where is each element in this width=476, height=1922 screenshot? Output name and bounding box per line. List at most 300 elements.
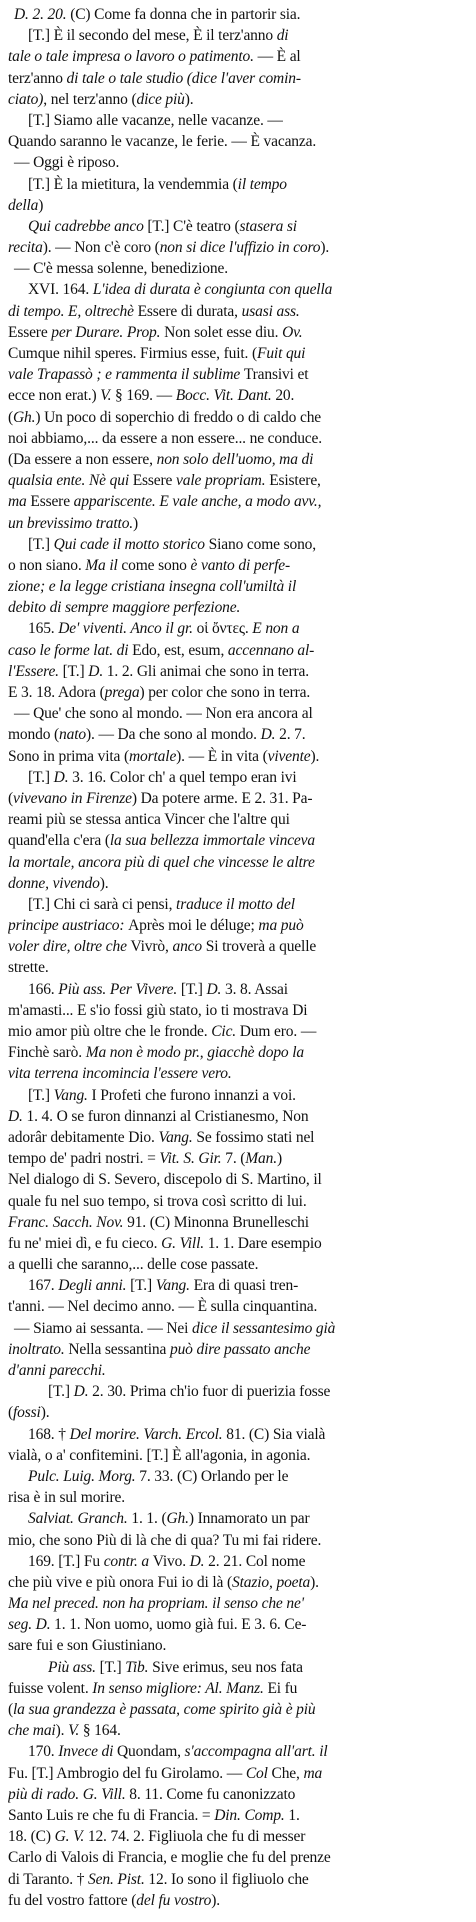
text-line [8,915,472,936]
text-line [8,873,472,894]
text-line [8,491,472,512]
text-run: 2. 30. Prima ch'io fuor di puerizia fosse [92,1383,331,1401]
text-run: stasera si [239,217,297,235]
text-run: ecce non erat.) [8,387,101,405]
text-line [8,513,472,534]
text-line [8,1635,472,1656]
text-run: G. Vill. [161,1234,208,1252]
text-run: ). — Da che sono al mondo. [86,726,261,744]
text-run: la sua grandezza è passata, come spirito già è più [13,1701,316,1718]
text-run: Vivrò, [130,938,173,956]
text-run: Quando saranno le vacanze, le ferie. — È vacanza. [8,133,317,151]
text-run: anco [172,938,206,956]
text-line [8,1424,472,1445]
text-line [8,131,472,152]
text-run: Pulc. Luig. Morg. [28,1467,140,1485]
text-line [8,25,472,46]
text-line [8,1063,472,1084]
text-run: ). [40,1404,50,1422]
text-run: Del morire. Varch. Ercol. [69,1425,227,1443]
text-line [8,174,472,195]
text-run: di Taranto. † [8,1870,89,1888]
text-run: mondo ( [8,726,60,744]
text-run: Si troverà a quelle [205,938,317,956]
text-line [8,449,472,470]
text-run: 3. 8. Assai [224,980,288,998]
text-run: 7. 33. (C) Orlando per le [139,1467,289,1485]
text-run: Siano come sono, [208,535,317,553]
text-line [8,301,472,322]
text-run: Essere [30,493,74,511]
text-run: 168. † [28,1425,70,1443]
text-run: inoltrato. [8,1340,69,1358]
text-run: E non a [252,620,300,638]
text-run: è vanto di perfe- [190,556,290,574]
text-line [8,152,472,173]
text-line [8,1275,472,1296]
text-run: Man. [245,1150,277,1168]
text-run: ( [8,1701,14,1718]
text-run: il tempo [237,175,287,193]
text-line [8,1699,472,1720]
text-line [8,1551,472,1572]
text-run: 169. [T.] Fu [28,1552,104,1570]
text-run: G. V. [54,1828,88,1846]
text-run: accennano al- [227,641,315,659]
text-run: del fu vostro [136,1891,212,1909]
text-run: [T.] [48,1383,74,1401]
text-run: seg. D. [8,1616,55,1634]
text-run: Gh. [13,408,36,426]
text-line [8,1487,472,1508]
text-line [8,1402,472,1423]
text-run: Più ass. [48,1658,100,1676]
text-line [8,576,472,597]
text-run: m'amasti... E s'io fossi giù stato, io ti mostrava Di [8,1001,308,1019]
text-run: Qui cade il motto storico [53,535,209,553]
text-run: 12. 74. 2. Figliuola che fu di messer [87,1828,306,1846]
text-run: dice più [136,90,185,108]
text-run: sare fui e son Giustiniano. [8,1637,167,1655]
text-run: ) Un poco di soperchio di freddo o di caldo che [35,408,322,426]
text-run: ma [8,493,31,511]
text-line [8,364,472,385]
text-run: [T.] [180,980,207,998]
text-run: — Que' che sono al mondo. — Non era ancora al [14,705,313,723]
text-run: Stazio, poeta [232,1573,311,1591]
text-line [8,237,472,258]
text-line [8,1741,472,1762]
text-run: Più ass. Per Vivere. [58,980,181,998]
text-run: ) Innamorato un par [188,1510,310,1528]
text-line [8,1530,472,1551]
text-line [8,1085,472,1106]
text-line [8,1169,472,1190]
text-run: ) per color che sono in terra. [139,684,311,701]
text-run: mio amor più oltre che le fronde. [8,1023,212,1040]
text-run: D. [206,980,225,998]
text-run: usasi ass. [241,302,300,320]
text-line [8,1890,472,1911]
text-run: l'Essere. [8,662,63,680]
text-run: caso le forme lat. di [8,641,133,659]
text-line [8,1233,472,1254]
text-run: più di rado. G. Vill. [8,1785,130,1803]
text-run: 166. [28,980,59,998]
text-line [8,979,472,1000]
text-line [8,428,472,449]
text-run: V. [68,1722,83,1740]
text-line [8,703,472,724]
text-run: Fu. [T.] Ambrogio del fu Girolamo. — [8,1764,246,1782]
text-run: fossi [13,1404,41,1422]
text-run: Sen. Pist. [88,1870,149,1888]
text-line [8,385,472,406]
text-run: 91. (C) Minonna Brunelleschi [127,1213,309,1231]
text-run: della [8,196,39,214]
text-line [8,343,472,364]
text-run: Finchè sarò. [8,1044,86,1062]
text-run: t'anni. — Nel decimo anno. — È sulla cinquantina. [8,1298,318,1316]
text-run: Ma il [85,556,122,574]
text-run: Essere [132,472,176,490]
text-run: ). [184,90,194,108]
text-run: prega [104,684,140,701]
text-line [8,618,472,639]
text-line [8,1360,472,1381]
text-run: [T.] È il secondo del mese, È il terz'anno [28,27,277,45]
text-run: 167. [28,1277,59,1295]
text-run: strette. [8,959,49,977]
text-line [8,894,472,915]
text-run: 1. 2. Gli animai che sono in terra. [106,662,310,680]
text-line [8,830,472,851]
text-run: Invece di [58,1743,118,1761]
text-run: Col [245,1764,272,1782]
text-run: voler dire, oltre che [8,938,131,956]
text-run: [T.] [28,1086,54,1104]
text-run: Sive erimus, seu nos fata [152,1658,303,1676]
text-run: Ei fu [267,1679,298,1697]
text-run: — Oggi è riposo. [14,154,120,172]
text-run: I Profeti che furono innanzi a voi. [91,1086,296,1104]
text-run: donne, vivendo [8,874,100,892]
text-run: 20. [275,387,295,405]
text-run: 170. [28,1743,59,1761]
text-run: ) [38,196,44,214]
text-run: 18. (C) [8,1828,55,1846]
text-run: 81. (C) Sia vialà [226,1425,326,1443]
text-run: 12. Io sono il figliuolo che [148,1870,309,1888]
text-run: D. [53,768,73,786]
text-run: Vang. [158,1128,197,1146]
text-line [8,258,472,279]
text-run: di tempo. E, oltrechè [8,302,138,320]
text-run: [T.] [130,1277,156,1295]
text-line [8,1445,472,1466]
text-run: ma [303,1764,323,1782]
text-run: Ov. [282,323,303,341]
text-line [8,809,472,830]
text-run: Carlo di Valois di Francia, e moglie che fu del prenze [8,1849,331,1867]
text-line [8,746,472,767]
text-line [8,936,472,957]
text-run: recita [8,239,43,257]
text-run: Era di quasi tren- [193,1277,299,1295]
text-run: noi abbiamo,... da essere a non essere... ne conduce. [8,429,322,447]
text-run: — C'è messa solenne, benedizione. [14,260,228,278]
text-run: D. [8,1107,27,1125]
text-run: — Siamo ai sessanta. — Nei [14,1319,193,1337]
text-line [8,110,472,131]
text-line [8,1784,472,1805]
text-line [8,1720,472,1741]
text-run: ). [99,874,109,892]
text-run: § 169. — [115,387,176,405]
text-line [8,279,472,300]
text-run: Vang. [155,1277,194,1295]
text-run: vale Trapassò ; e rammenta il sublime [8,366,244,384]
text-run: ma può [258,917,304,935]
text-run: Nel dialogo di S. Severo, discepolo di S. Martino, il [8,1171,322,1189]
text-run: De' viventi. Anco il gr. [58,620,197,638]
text-line [8,1466,472,1487]
text-line [8,1508,472,1529]
text-run: Santo Luis re che fu di Francia. = [8,1806,215,1824]
text-run: Bocc. Vit. Dant. [175,387,276,405]
text-run: ciato) [8,90,44,108]
text-run: Non solet esse diu. [164,323,283,341]
text-run: Edo, est, esum, [132,641,228,659]
text-line [8,1381,472,1402]
text-run: D. [189,1552,209,1570]
text-run: Ma nel preced. non ha propriam. il senso che ne' [8,1595,304,1613]
text-line [8,1657,472,1678]
text-run: Essere [8,323,52,341]
text-run: ) [133,514,139,532]
text-line [8,1212,472,1233]
text-run: adorâr debitamente Dio. [8,1128,159,1146]
text-run: Se fossimo stati nel [196,1128,315,1146]
text-run: (Da essere a non essere, [8,450,157,468]
text-run: dice il sessantesimo già [192,1319,336,1337]
text-run: qualsia ente. Nè qui [8,472,133,490]
text-run: mio, che sono Più di là che di qua? Tu mi fai ridere. [8,1531,322,1549]
text-run: s'accompagna all'art. il [184,1743,328,1761]
text-line [8,470,472,491]
text-run: fuisse volent. [8,1679,93,1697]
text-run: (C) Come fa donna che in partorir sia. [70,6,301,23]
text-run: 2. 21. Col nome [208,1552,306,1570]
text-line [8,1763,472,1784]
text-run: Che, [271,1764,304,1782]
text-run: la sua bellezza immortale vinceva [109,832,315,850]
text-line [8,852,472,873]
text-run: Tib. [125,1658,153,1676]
text-run: che mai [8,1722,56,1740]
text-run: la mortale, ancora più di quel che vincesse le altre [8,853,315,871]
text-run: [T.] [28,535,54,553]
text-line [8,957,472,978]
text-line [8,1106,472,1127]
text-run: L'idea di durata è congiunta con quella [92,281,333,299]
text-run: d'anni parecchi. [8,1362,106,1379]
text-line [8,1614,472,1635]
text-line [8,1572,472,1593]
text-run: fu ne' miei dì, e fu cieco. [8,1234,162,1252]
text-run: [T.] [28,768,54,786]
text-run: Transivi et [243,366,309,384]
text-run: di [276,27,289,45]
text-run: οἱ ὄντες. [196,620,253,638]
text-line [8,1869,472,1890]
text-run: traduce il motto del [176,895,295,913]
text-run: D. [260,726,280,744]
text-run: reami più se stessa antica Vincer che l'altre qui [8,811,290,829]
text-line [8,661,472,682]
text-run: Vang. [53,1086,92,1104]
text-run: Salviat. Granch. [28,1510,132,1528]
text-line [8,534,472,555]
text-line [8,1826,472,1847]
text-run: D. 2. 20. [14,6,71,23]
text-run: ) [276,1150,282,1168]
text-run: [T.] Chi ci sarà ci pensi, [28,895,177,913]
text-run: ). [55,1722,69,1740]
text-run: a quelli che saranno,... delle cose passate. [8,1256,259,1274]
text-line [8,1296,472,1317]
text-run: 1. 1. ( [131,1510,167,1528]
text-run: ). [310,747,320,765]
text-run: Franc. Sacch. Nov. [8,1213,128,1231]
text-run: mortale [129,747,177,765]
text-run: ( [8,789,14,807]
text-line [8,46,472,67]
text-run: 3. 16. Color ch' a quel tempo eran ivi [72,768,297,786]
text-run: Dum ero. — [239,1023,317,1040]
text-run: contr. a [103,1552,153,1570]
text-run: [T.] È la mietitura, la vendemmia ( [28,175,238,193]
text-run: XVI. 164. [28,281,93,299]
text-run: Quondam, [117,1743,185,1761]
text-line [8,4,472,25]
text-line [8,597,472,618]
text-run: Vivo. [152,1552,190,1570]
text-run: terz'anno [8,69,67,87]
text-line [8,322,472,343]
text-run: quand'ella c'era ( [8,832,110,850]
text-line [8,724,472,745]
text-run: [T.] Siamo alle vacanze, nelle vacanze. — [28,111,283,129]
text-run: come sono [121,556,191,574]
text-run: § 164. [82,1722,121,1740]
text-line [8,1593,472,1614]
text-run: fu del vostro fattore ( [8,1891,137,1909]
text-line [8,682,472,703]
text-run: E 3. 18. Adora ( [8,684,105,701]
text-run: vale propriam. [176,472,270,490]
text-run: ). [211,1891,220,1909]
text-line [8,1847,472,1868]
text-run: V. [100,387,116,405]
text-line [8,1021,472,1042]
text-run: ). — È in vita ( [176,747,268,765]
text-run: un brevissimo tratto. [8,514,134,532]
text-line [8,1191,472,1212]
text-run: 8. 11. Come fu canonizzato [129,1785,296,1803]
text-run: Qui cadrebbe anco [28,217,148,235]
text-run: Cic. [211,1023,240,1040]
text-run: può dire passato anche [169,1340,311,1358]
text-run: In senso migliore: Al. Manz. [92,1679,268,1697]
text-run: ( [8,408,14,426]
text-run: tale o tale impresa o lavoro o patimento. [8,48,258,66]
text-line [8,640,472,661]
text-run: D. [88,662,107,680]
text-run: Vit. S. Gir. [159,1150,226,1168]
text-run: quale fu nel suo tempo, si trova così scritto di lui. [8,1192,307,1210]
text-line [8,1339,472,1360]
text-run: Cumque nihil speres. Firmius esse, fuit. ( [8,345,257,362]
text-run: vita terrena incomincia l'essere vero. [8,1065,232,1083]
text-run: — È al [257,48,301,66]
text-run: risa è in sul morire. [8,1489,125,1507]
text-run: Nella sessantina [68,1340,170,1358]
text-run: ). [320,239,330,257]
text-run: 1. 4. O se furon dinnanzi al Cristianesmo, Non [26,1107,309,1125]
text-run: Degli anni. [58,1277,131,1295]
text-line [8,89,472,110]
text-line [8,1805,472,1826]
text-run: [T.] [62,662,89,680]
text-run: Esistere, [269,472,321,490]
text-line [8,1042,472,1063]
text-run: 165. [28,620,59,638]
text-run: Après moi le déluge; [128,917,259,935]
text-line [8,1127,472,1148]
text-line [8,1318,472,1339]
text-run: vivevano in Firenze [13,789,132,807]
text-run: , nel terz'anno ( [43,90,137,108]
text-run: per Durare. Prop. [51,323,165,341]
text-line [8,555,472,576]
text-run: non solo dell'uomo, ma di [156,450,314,468]
text-run: Essere di durata, [137,302,242,320]
text-run: non si dice l'uffizio in coro [159,239,321,257]
text-run: Din. Comp. [214,1806,289,1824]
text-run: ). [310,1573,319,1591]
text-run: ) Da potere arme. E 2. 31. Pa- [131,789,313,807]
text-run: o non siano. [8,556,86,574]
text-run: tempo de' padri nostri. = [8,1150,160,1168]
text-run: zione; e la legge cristiana insegna coll'umiltà il [8,578,297,596]
text-run: debito di sempre maggiore perfezione. [8,599,241,617]
text-run: 2. 7. [279,726,306,744]
text-run: vialà, o a' confitemini. [T.] È all'agonia, in agonia. [8,1446,311,1464]
text-line [8,407,472,428]
text-run: Gh. [166,1510,189,1528]
text-run: di tale o tale studio (dice l'aver comin- [66,69,301,87]
text-run: 1. 1. Non uomo, uomo già fui. E 3. 6. Ce- [54,1616,307,1634]
text-run: che più vive e più onora Fui io di là ( [8,1573,233,1591]
text-run: [T.] C'è teatro ( [147,217,240,235]
text-run: 1. 1. Dare esempio [207,1234,322,1252]
text-run: [T.] [99,1658,126,1676]
text-line [8,788,472,809]
text-line [8,1254,472,1275]
text-line [8,195,472,216]
text-line [8,1678,472,1699]
